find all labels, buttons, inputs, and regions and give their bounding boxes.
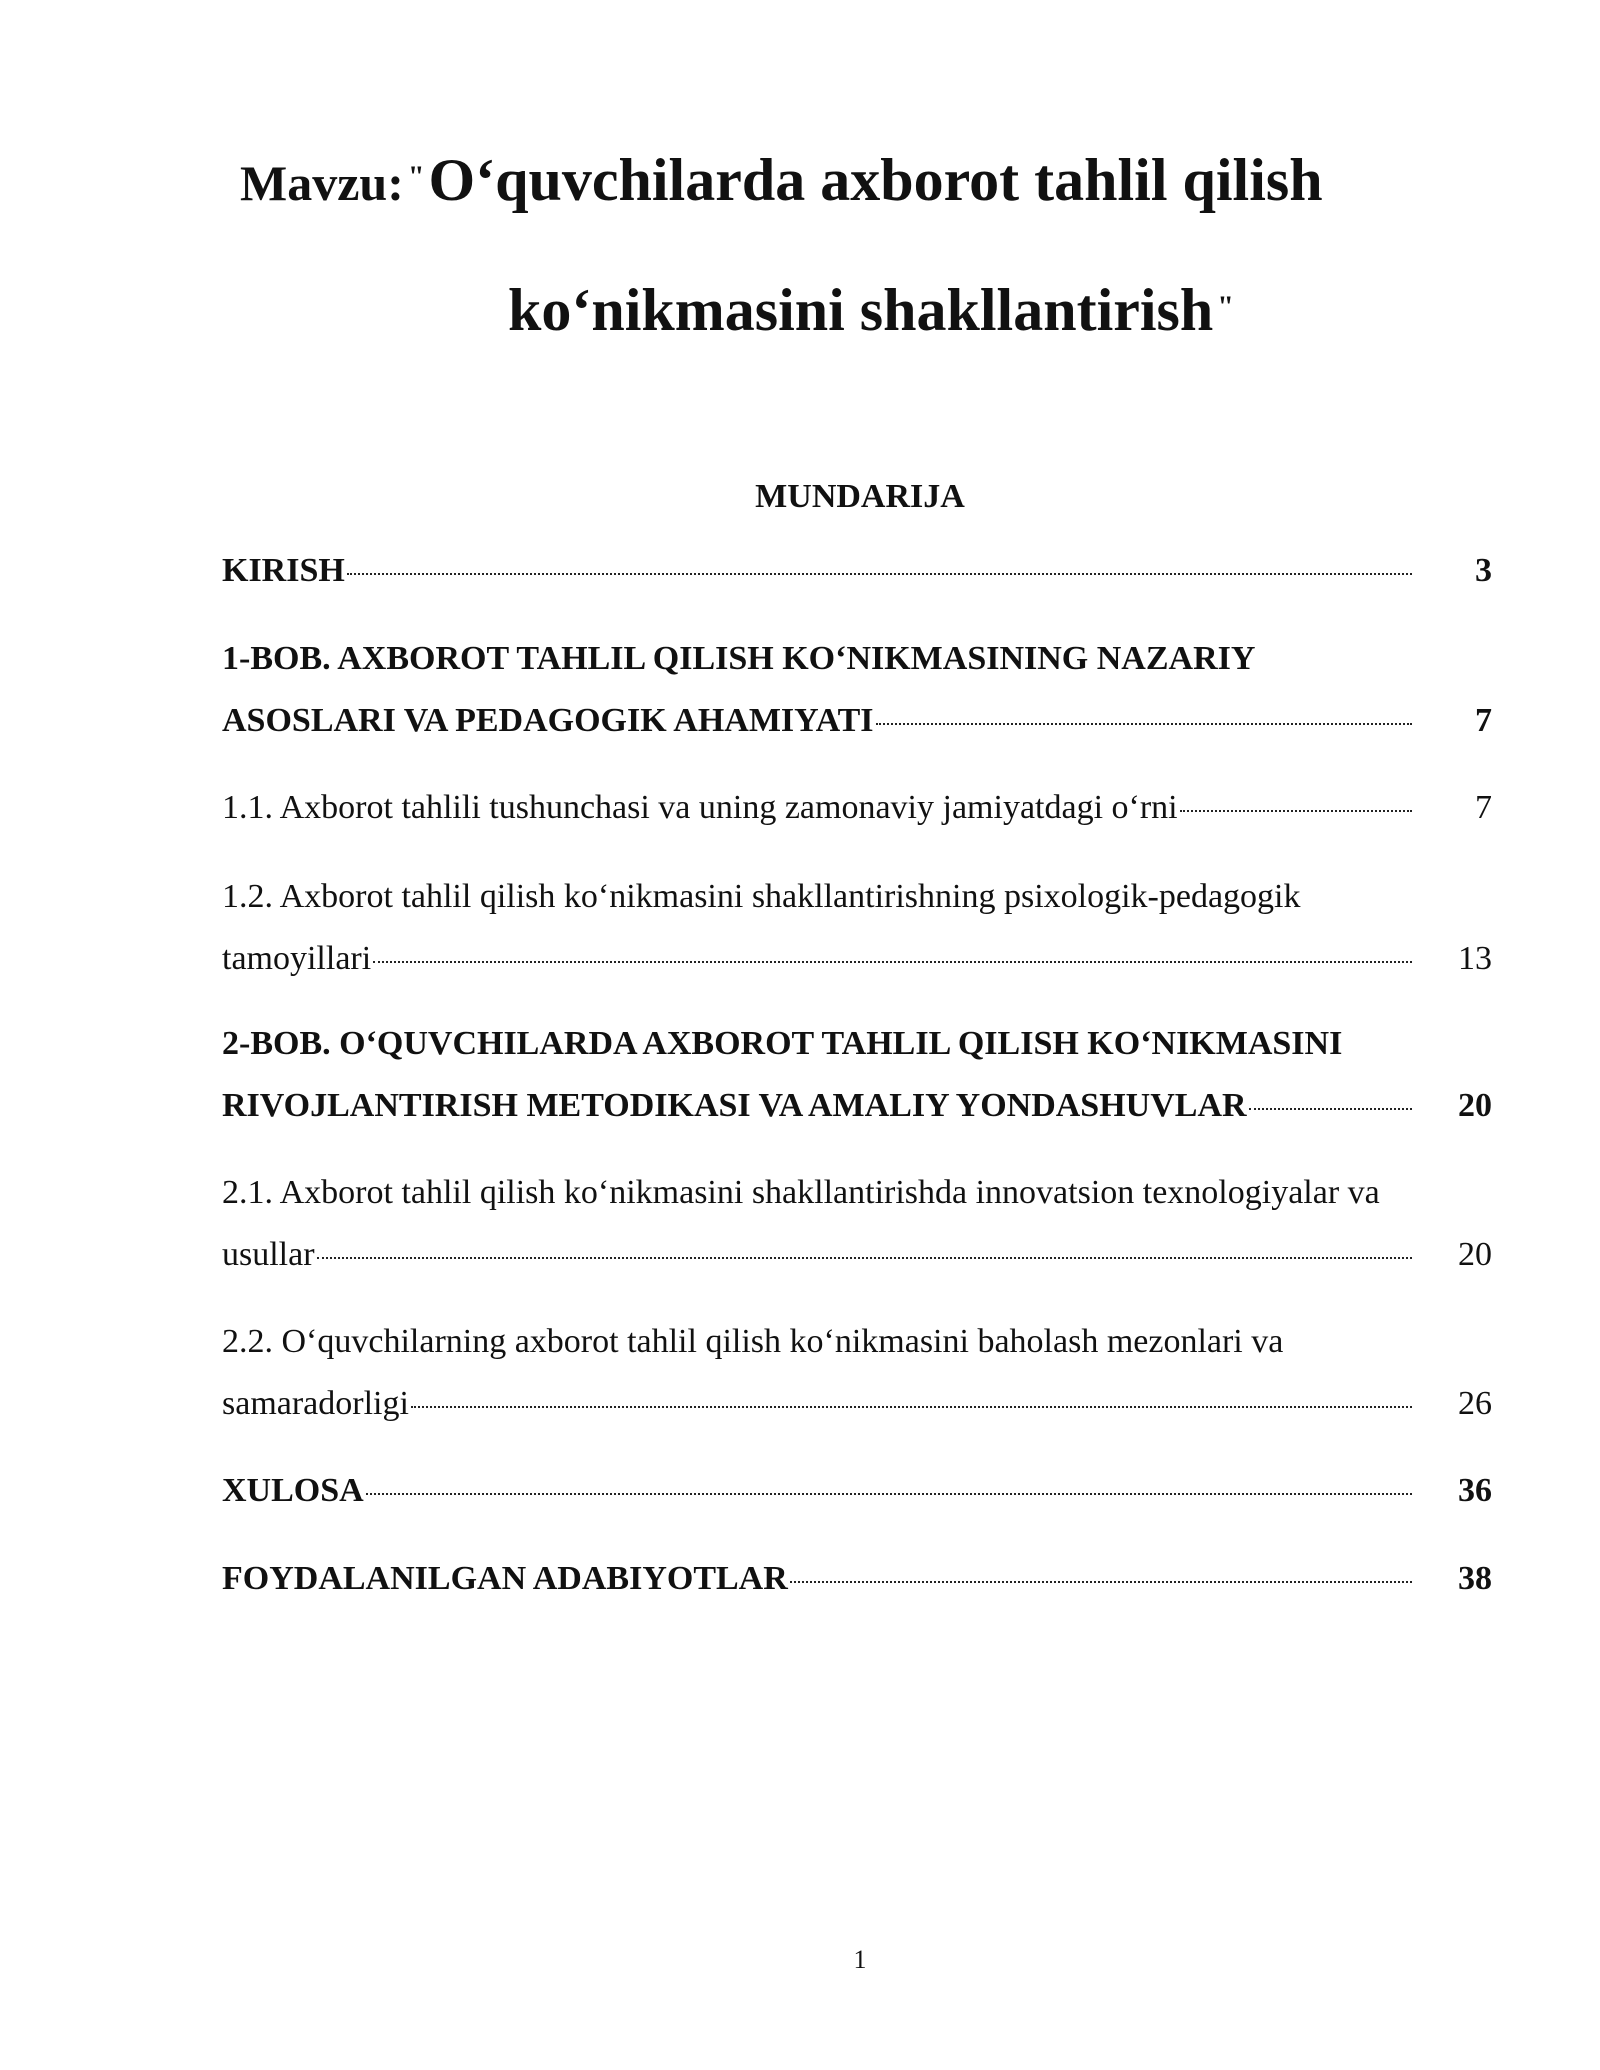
toc-entry-row	[222, 540, 1492, 602]
toc-heading: MUNDARIJA	[755, 478, 965, 515]
toc-entry[interactable]	[222, 866, 1492, 990]
dot-leader	[411, 1406, 1412, 1408]
title-line-1	[240, 147, 1323, 213]
toc-entry-row	[222, 1460, 1492, 1522]
toc-entry-text: FOYDALANILGAN ADABIYOTLAR	[222, 1560, 788, 1597]
title-prefix: Mavzu:	[240, 155, 404, 211]
dot-leader	[317, 1257, 1412, 1259]
toc-entry-row	[222, 690, 1492, 752]
toc-entry-text: 2.1. Axborot tahlil qilish ko‘nikmasini shakllantirishda innovatsion texnologiyalar va	[222, 1174, 1380, 1211]
toc-entry-text: RIVOJLANTIRISH METODIKASI VA AMALIY YONDASHUVLAR	[222, 1087, 1247, 1124]
toc-page-number: 20	[1458, 1236, 1492, 1273]
dot-leader	[373, 961, 1412, 963]
toc-entry-text: KIRISH	[222, 552, 345, 589]
toc-entry[interactable]	[222, 1013, 1492, 1137]
toc-entry-text: 1.1. Axborot tahlili tushunchasi va uning zamonaviy jamiyatdagi o‘rni	[222, 789, 1178, 826]
toc-entry-text: ASOSLARI VA PEDAGOGIK AHAMIYATI	[222, 702, 874, 739]
toc-entry[interactable]	[222, 628, 1492, 752]
toc-entry-text: tamoyillari	[222, 940, 372, 977]
title-text-line-1: O‘quvchilarda axborot tahlil qilish	[428, 147, 1323, 213]
toc-entry-row	[222, 1224, 1492, 1286]
toc-entry-text: XULOSA	[222, 1472, 364, 1509]
toc-page-number: 7	[1475, 789, 1492, 826]
title-open-quote: "	[407, 160, 425, 193]
title-text-line-2: ko‘nikmasini shakllantirish	[508, 277, 1214, 343]
title-line-2	[508, 277, 1234, 343]
dot-leader	[366, 1493, 1412, 1495]
toc-entry[interactable]	[222, 1311, 1492, 1435]
dot-leader	[1180, 810, 1412, 812]
toc-entry-row	[222, 777, 1492, 839]
toc-page-number: 3	[1475, 552, 1492, 589]
dot-leader	[347, 573, 1412, 575]
dot-leader	[1249, 1108, 1412, 1110]
dot-leader	[876, 723, 1412, 725]
toc-entry-row	[222, 1548, 1492, 1610]
toc-entry[interactable]	[222, 777, 1492, 839]
toc-page-number: 36	[1458, 1472, 1492, 1509]
toc-page-number: 38	[1458, 1560, 1492, 1597]
toc-entry[interactable]	[222, 1548, 1492, 1610]
toc-page-number: 7	[1475, 702, 1492, 739]
toc-page-number: 20	[1458, 1087, 1492, 1124]
toc-entry-row	[222, 1373, 1492, 1435]
toc-entry-text: 2.2. O‘quvchilarning axborot tahlil qilish ko‘nikmasini baholash mezonlari va	[222, 1323, 1284, 1360]
toc-entry[interactable]	[222, 540, 1492, 602]
toc-entry-text: samaradorligi	[222, 1385, 409, 1422]
toc-entry-text: usullar	[222, 1236, 315, 1273]
toc-page-number: 26	[1458, 1385, 1492, 1422]
dot-leader	[790, 1581, 1412, 1583]
page-number: 1	[853, 1945, 867, 1974]
toc-entry-text: 1-BOB. AXBOROT TAHLIL QILISH KO‘NIKMASINING NAZARIY	[222, 640, 1256, 677]
toc-entry-row	[222, 1075, 1492, 1137]
title-close-quote: "	[1217, 290, 1234, 323]
toc-page-number: 13	[1458, 940, 1492, 977]
toc-entry[interactable]	[222, 1162, 1492, 1286]
toc-entry-text: 1.2. Axborot tahlil qilish ko‘nikmasini shakllantirishning psixologik-pedagogik	[222, 878, 1301, 915]
toc-entry-row	[222, 928, 1492, 990]
toc-entry[interactable]	[222, 1460, 1492, 1522]
toc-entry-text: 2-BOB. O‘QUVCHILARDA AXBOROT TAHLIL QILISH KO‘NIKMASINI	[222, 1025, 1343, 1062]
